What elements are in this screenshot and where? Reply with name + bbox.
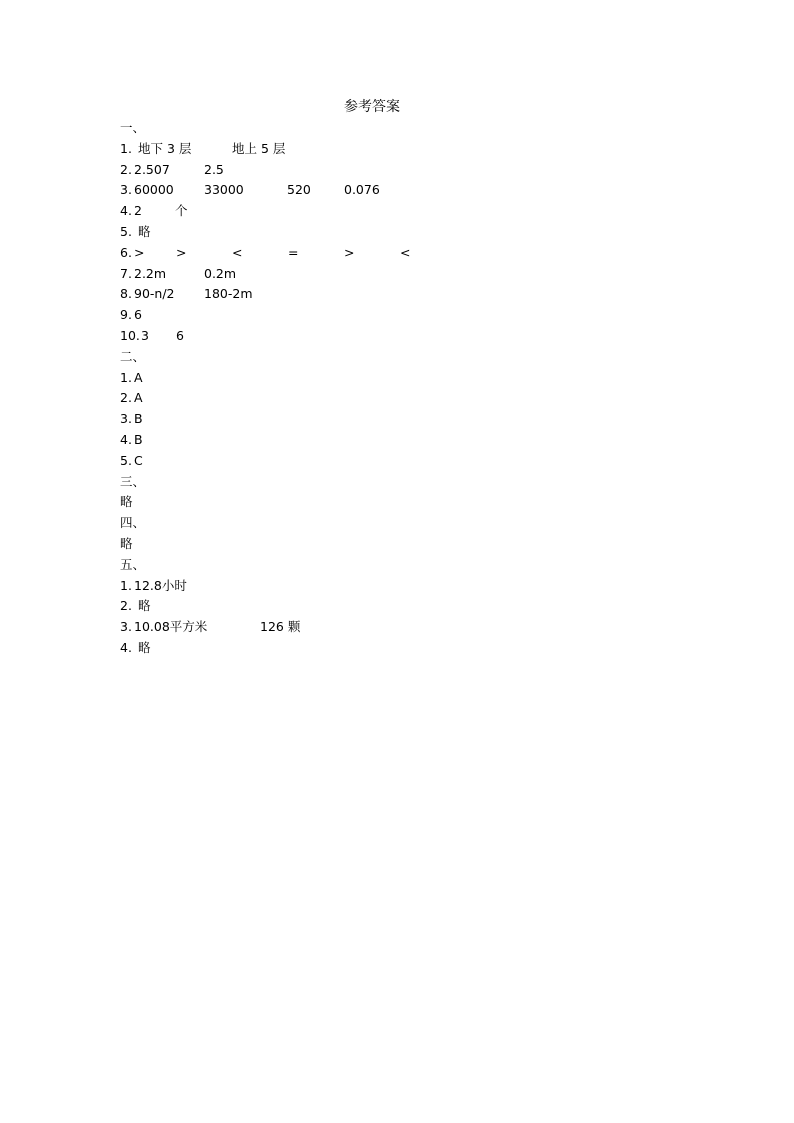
section-heading (120, 347, 740, 368)
item-number: 10. (120, 327, 140, 343)
answer-value: A (134, 369, 143, 385)
item-number: 9. (120, 307, 132, 323)
answer-value: 2 (134, 203, 142, 219)
answer-value: B (134, 431, 143, 447)
answer-value: B (134, 411, 143, 427)
answer-value: 10.08平方米 (134, 619, 208, 635)
answer-value: 126 颗 (260, 619, 301, 635)
answer-value: > (176, 244, 187, 260)
answer-row (120, 222, 740, 243)
item-number: 4. (120, 431, 132, 447)
answer-row (120, 534, 740, 555)
item-number: 3. (120, 182, 132, 198)
answer-value: > (344, 244, 355, 260)
item-number: 8. (120, 286, 132, 302)
section-heading-text: 二、 (120, 348, 146, 364)
answer-row (120, 617, 740, 638)
answer-value: 个 (175, 203, 188, 219)
answer-value: 0.076 (344, 182, 380, 198)
answer-value: C (134, 452, 143, 468)
answer-value: 180-2m (204, 286, 253, 302)
item-number: 6. (120, 244, 132, 260)
item-number: 3. (120, 411, 132, 427)
answer-value: 2.5 (204, 161, 224, 177)
answer-value: 6 (134, 307, 142, 323)
answer-row (120, 576, 740, 597)
answer-value: 略 (138, 639, 151, 655)
item-number: 4. (120, 639, 132, 655)
answer-row (120, 243, 740, 264)
section-heading (120, 472, 740, 493)
answer-row (120, 284, 740, 305)
item-number: 4. (120, 203, 132, 219)
item-number: 3. (120, 619, 132, 635)
item-number: 2. (120, 390, 132, 406)
answer-value: 地上 5 层 (232, 140, 286, 156)
answer-row (120, 264, 740, 285)
answer-value: < (232, 244, 243, 260)
item-number: 5. (120, 223, 132, 239)
answer-value: 3 (141, 327, 149, 343)
section-heading (120, 118, 740, 139)
answer-value: 2.2m (134, 265, 167, 281)
section-heading-text: 三、 (120, 473, 146, 489)
item-number: 1. (120, 140, 132, 156)
answer-value: < (400, 244, 411, 260)
answer-value: 略 (138, 223, 151, 239)
answer-value: 略 (120, 494, 133, 510)
answer-value: 6 (176, 327, 184, 343)
answer-value: 90-n/2 (134, 286, 175, 302)
answer-value: 地下 3 层 (138, 140, 192, 156)
answer-row (120, 596, 740, 617)
item-number: 1. (120, 577, 132, 593)
item-number: 5. (120, 452, 132, 468)
answer-row (120, 180, 740, 201)
answer-value: = (288, 244, 299, 260)
item-number: 2. (120, 598, 132, 614)
answer-row (120, 368, 740, 389)
answer-value: 33000 (204, 182, 244, 198)
item-number: 1. (120, 369, 132, 385)
answer-value: 2.507 (134, 161, 170, 177)
section-heading (120, 555, 740, 576)
section-heading-text: 一、 (120, 120, 146, 135)
answer-value: > (134, 244, 145, 260)
answer-value: 60000 (134, 182, 174, 198)
answer-row (120, 305, 740, 326)
answer-row (120, 388, 740, 409)
answer-value: 略 (120, 535, 133, 551)
item-number: 7. (120, 265, 132, 281)
section-heading-text: 四、 (120, 515, 146, 531)
answer-value: 略 (138, 598, 151, 614)
section-heading-text: 五、 (120, 556, 146, 572)
answer-value: A (134, 390, 143, 406)
answer-row (120, 451, 740, 472)
section-heading (120, 513, 740, 534)
answer-row (120, 326, 740, 347)
answer-row (120, 139, 740, 160)
answer-value: 0.2m (204, 265, 237, 281)
answer-value: 12.8小时 (134, 577, 187, 593)
answer-value: 520 (287, 182, 311, 198)
answer-row (120, 430, 740, 451)
answer-row (120, 638, 740, 659)
answer-row (120, 409, 740, 430)
answer-content (120, 118, 740, 659)
answer-row (120, 201, 740, 222)
item-number: 2. (120, 161, 132, 177)
page-title: 参考答案 (344, 99, 400, 115)
answer-row (120, 160, 740, 181)
answer-row (120, 492, 740, 513)
